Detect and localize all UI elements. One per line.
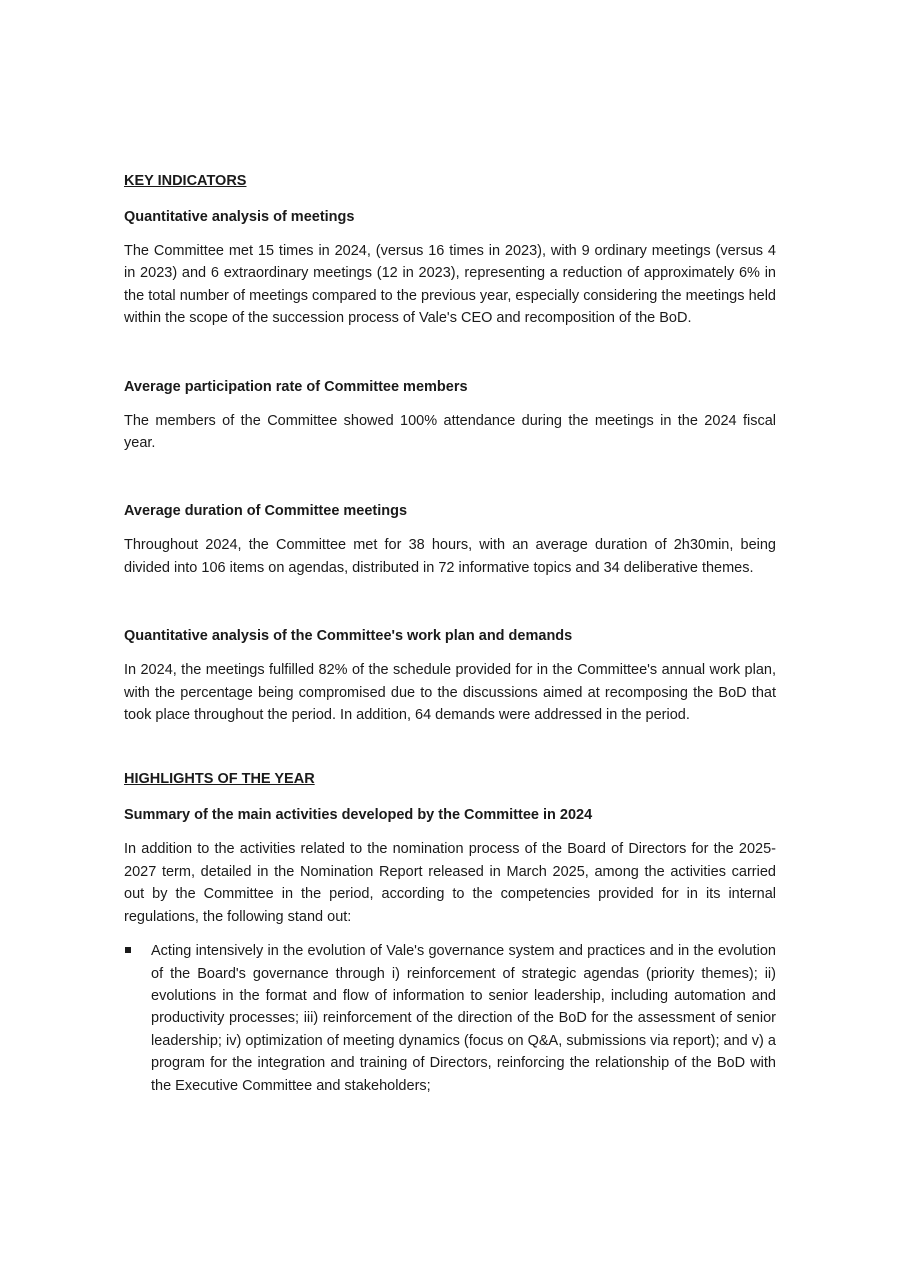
key-indicators-heading: KEY INDICATORS	[124, 173, 247, 189]
list-item	[124, 940, 776, 1097]
document-page	[124, 170, 776, 1097]
highlights-heading: HIGHLIGHTS OF THE YEAR	[124, 771, 315, 788]
spacer	[124, 454, 776, 500]
activities-summary-title: Summary of the main activities developed by the Committee in 2024	[124, 807, 593, 824]
meeting-duration-text: Throughout 2024, the Committee met for 38 hours, with an average duration of 2h30min, being divided into 106 items on agendas, distributed in 72 informative topics and 34 deliberative themes.	[124, 537, 776, 576]
spacer	[124, 928, 776, 940]
square-bullet-icon	[125, 947, 131, 953]
spacer	[124, 330, 776, 376]
work-plan-title: Quantitative analysis of the Committee's work plan and demands	[124, 628, 573, 645]
work-plan-text: In 2024, the meetings fulfilled 82% of the schedule provided for in the Committee's annual work plan, with the percentage being compromised due to the discussions aimed at recomposing the BoD that took place throughout the period. In addition, 64 demands were addressed in the period.	[124, 662, 776, 724]
activities-bullet-list	[124, 940, 776, 1097]
meetings-analysis-title: Quantitative analysis of meetings	[124, 209, 355, 225]
spacer	[124, 579, 776, 625]
participation-rate-text: The members of the Committee showed 100% attendance during the meetings in the 2024 fiscal year.	[124, 412, 776, 452]
meeting-duration-title: Average duration of Committee meetings	[124, 503, 408, 520]
meetings-analysis-text: The Committee met 15 times in 2024, (versus 16 times in 2023), with 9 ordinary meetings (versus 4 in 2023) and 6 extraordinary meetings (12 in 2023), representing a reduction of approximately 6% in the total number of meetings compared to the previous year, especially considering the meetings held within the scope of the succession process of Vale's CEO and recomposition of the BoD.	[124, 243, 776, 327]
activities-summary-text: In addition to the activities related to the nomination process of the Board of Directors for the 2025-2027 term, detailed in the Nomination Report released in March 2025, among the activities carried out by the Committee in the period, according to the competencies provided for in its internal regulations, the following stand out:	[124, 841, 776, 925]
spacer	[124, 726, 776, 768]
participation-rate-title: Average participation rate of Committee members	[124, 378, 468, 395]
bullet-text: Acting intensively in the evolution of Vale's governance system and practices and in the evolution of the Board's governance through i) reinforcement of strategic agendas (priority themes); ii) evolutions in the format and flow of information to senior leadership, including automation and productivity processes; iii) reinforcement of the direction of the BoD for the assessment of senior leadership; iv) optimization of meeting dynamics (focus on Q&A, submissions via report); and v) a program for the integration and training of Directors, reinforcing the relationship of the BoD with the Executive Committee and stakeholders;	[151, 943, 776, 1094]
